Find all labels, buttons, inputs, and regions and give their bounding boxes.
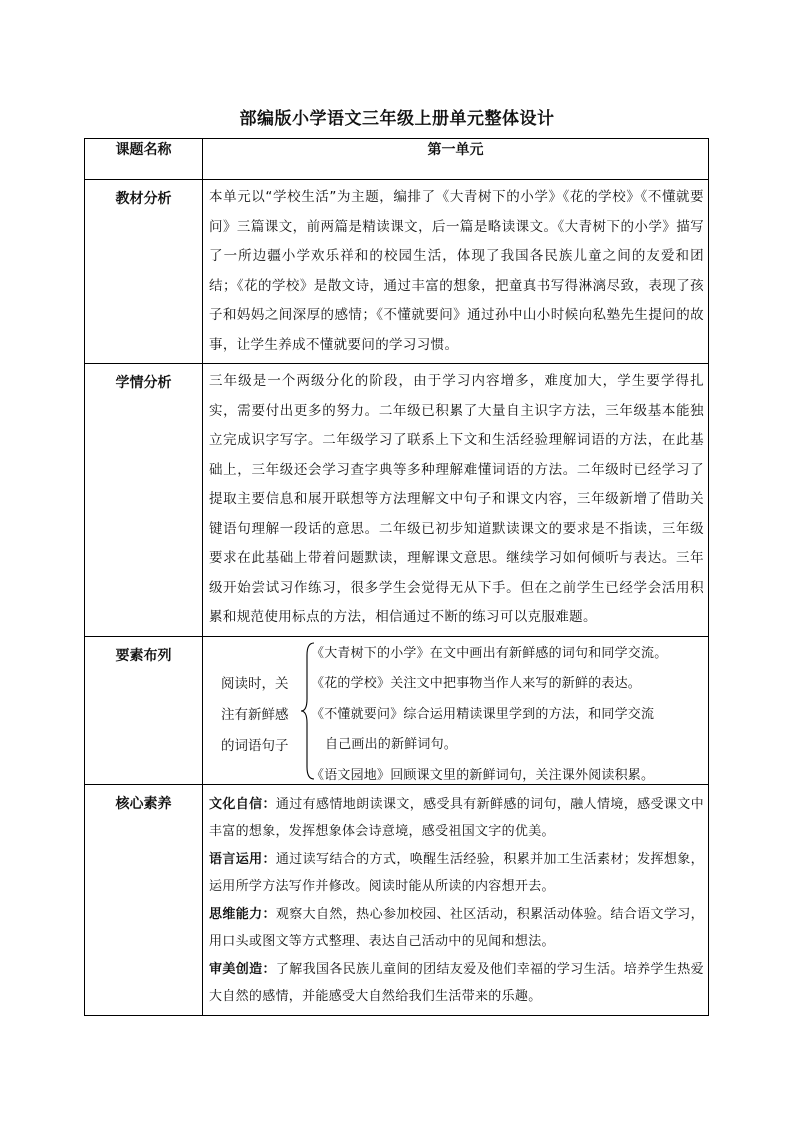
elements-summary-line: 阅读时，关 [221, 675, 289, 692]
learner-analysis-text: 三年级是一个两级分化的阶段，由于学习内容增多，难度加大，学生要学得扎实，需要付出更多的努力。二年级已积累了大量自主识字方法，三年级基本能独立完成识字写字。二年级学习了联系上下文和生活经验理解词语的方法，在此基础上，三年级还会学习查字典等多种理解难懂词语的方法。二年级时已经学习了提取主要信息和展开联想等方法理解文中句子和课文内容，三年级新增了借助关键语句理解一段话的意思。二年级已初步知道默读课文的要求是不指读，三年级要求在此基础上带着问题默读，理解课文意思。继续学习如何倾听与表达。三年级开始尝试习作练习，很多学生会觉得无从下手。但在之前学生已经学会活用积累和规范使用标点的方法，相信通过不断的练习可以克服难题。 [209, 373, 704, 625]
elements-list-item: 《不懂就要问》综合运用精读课里学到的方法，和同学交流 [311, 706, 655, 722]
core-item [209, 956, 704, 1011]
elements-list-item: 《语文园地》回顾课文里的新鲜词句，关注课外阅读积累。 [311, 767, 655, 783]
elements-list-item: 《大青树下的小学》在文中画出有新鲜感的词句和同学交流。 [311, 645, 668, 661]
core-item-text: 通过读写结合的方式，唤醒生活经验，积累并加工生活素材；发挥想象，运用所学方法写作并修改。阅读时能从所读的内容想开去。 [209, 851, 704, 894]
cell-textbook-analysis [203, 180, 709, 364]
elements-list-item: 自己画出的新鲜词句。 [325, 737, 458, 753]
page-title: 部编版小学语文三年级上册单元整体设计 [239, 109, 555, 129]
row-textbook-analysis [85, 180, 709, 364]
elements-list-item: 《花的学校》关注文中把事物当作人来写的新鲜的表达。 [311, 676, 642, 692]
core-item-text: 观察大自然，热心参加校园、社区活动，积累活动体验。结合语文学习，用口头或图文等方式整理、表达自己活动中的见闻和想法。 [209, 906, 704, 949]
core-item-name: 语言运用： [209, 851, 276, 867]
label-course-name: 课题名称 [85, 139, 203, 180]
row-core-literacy [85, 784, 709, 1015]
elements-list [311, 639, 708, 792]
core-item-name: 审美创造： [209, 961, 276, 977]
core-item [209, 901, 704, 956]
unit-design-table [84, 138, 709, 1016]
cell-core-literacy [203, 784, 709, 1015]
textbook-analysis-text: 本单元以“学校生活”为主题，编排了《大青树下的小学》《花的学校》《不懂就要问》三篇课文，前两篇是精读课文，后一篇是略读课文。《大青树下的小学》描写了一所边疆小学欢乐祥和的校园生活，体现了我国各民族儿童之间的友爱和团结；《花的学校》是散文诗，通过丰富的想象，把童真书写得淋漓尽致，表现了孩子和妈妈之间深厚的感情；《不懂就要问》通过孙中山小时候向私塾先生提问的故事，让学生养成不懂就要问的学习习惯。 [209, 189, 704, 353]
row-learner-analysis [85, 364, 709, 637]
core-item [209, 846, 704, 901]
label-core-literacy: 核心素养 [85, 784, 203, 1015]
core-item [209, 791, 704, 846]
elements-summary-line: 的词语句子 [221, 737, 289, 754]
label-elements: 要素布列 [85, 636, 203, 784]
core-item-text: 了解我国各民族儿童间的团结友爱及他们幸福的学习生活。培养学生热爱大自然的感情，并能感受大自然给我们生活带来的乐趣。 [209, 961, 704, 1004]
value-course-name: 第一单元 [203, 139, 709, 180]
row-course-name [85, 139, 709, 180]
elements-summary [221, 669, 301, 762]
label-textbook-analysis: 教材分析 [85, 180, 203, 364]
core-item-text: 通过有感情地朗读课文，感受具有新鲜感的词句，融人情境，感受课文中丰富的想象，发挥想象体会诗意境，感受祖国文字的优美。 [209, 796, 704, 839]
row-elements [85, 636, 709, 784]
core-item-name: 文化自信： [209, 796, 276, 812]
label-learner-analysis: 学情分析 [85, 364, 203, 637]
cell-learner-analysis [203, 364, 709, 637]
cell-elements [203, 636, 709, 784]
elements-summary-line: 注有新鲜感 [221, 706, 289, 723]
core-item-name: 思维能力： [209, 906, 276, 922]
